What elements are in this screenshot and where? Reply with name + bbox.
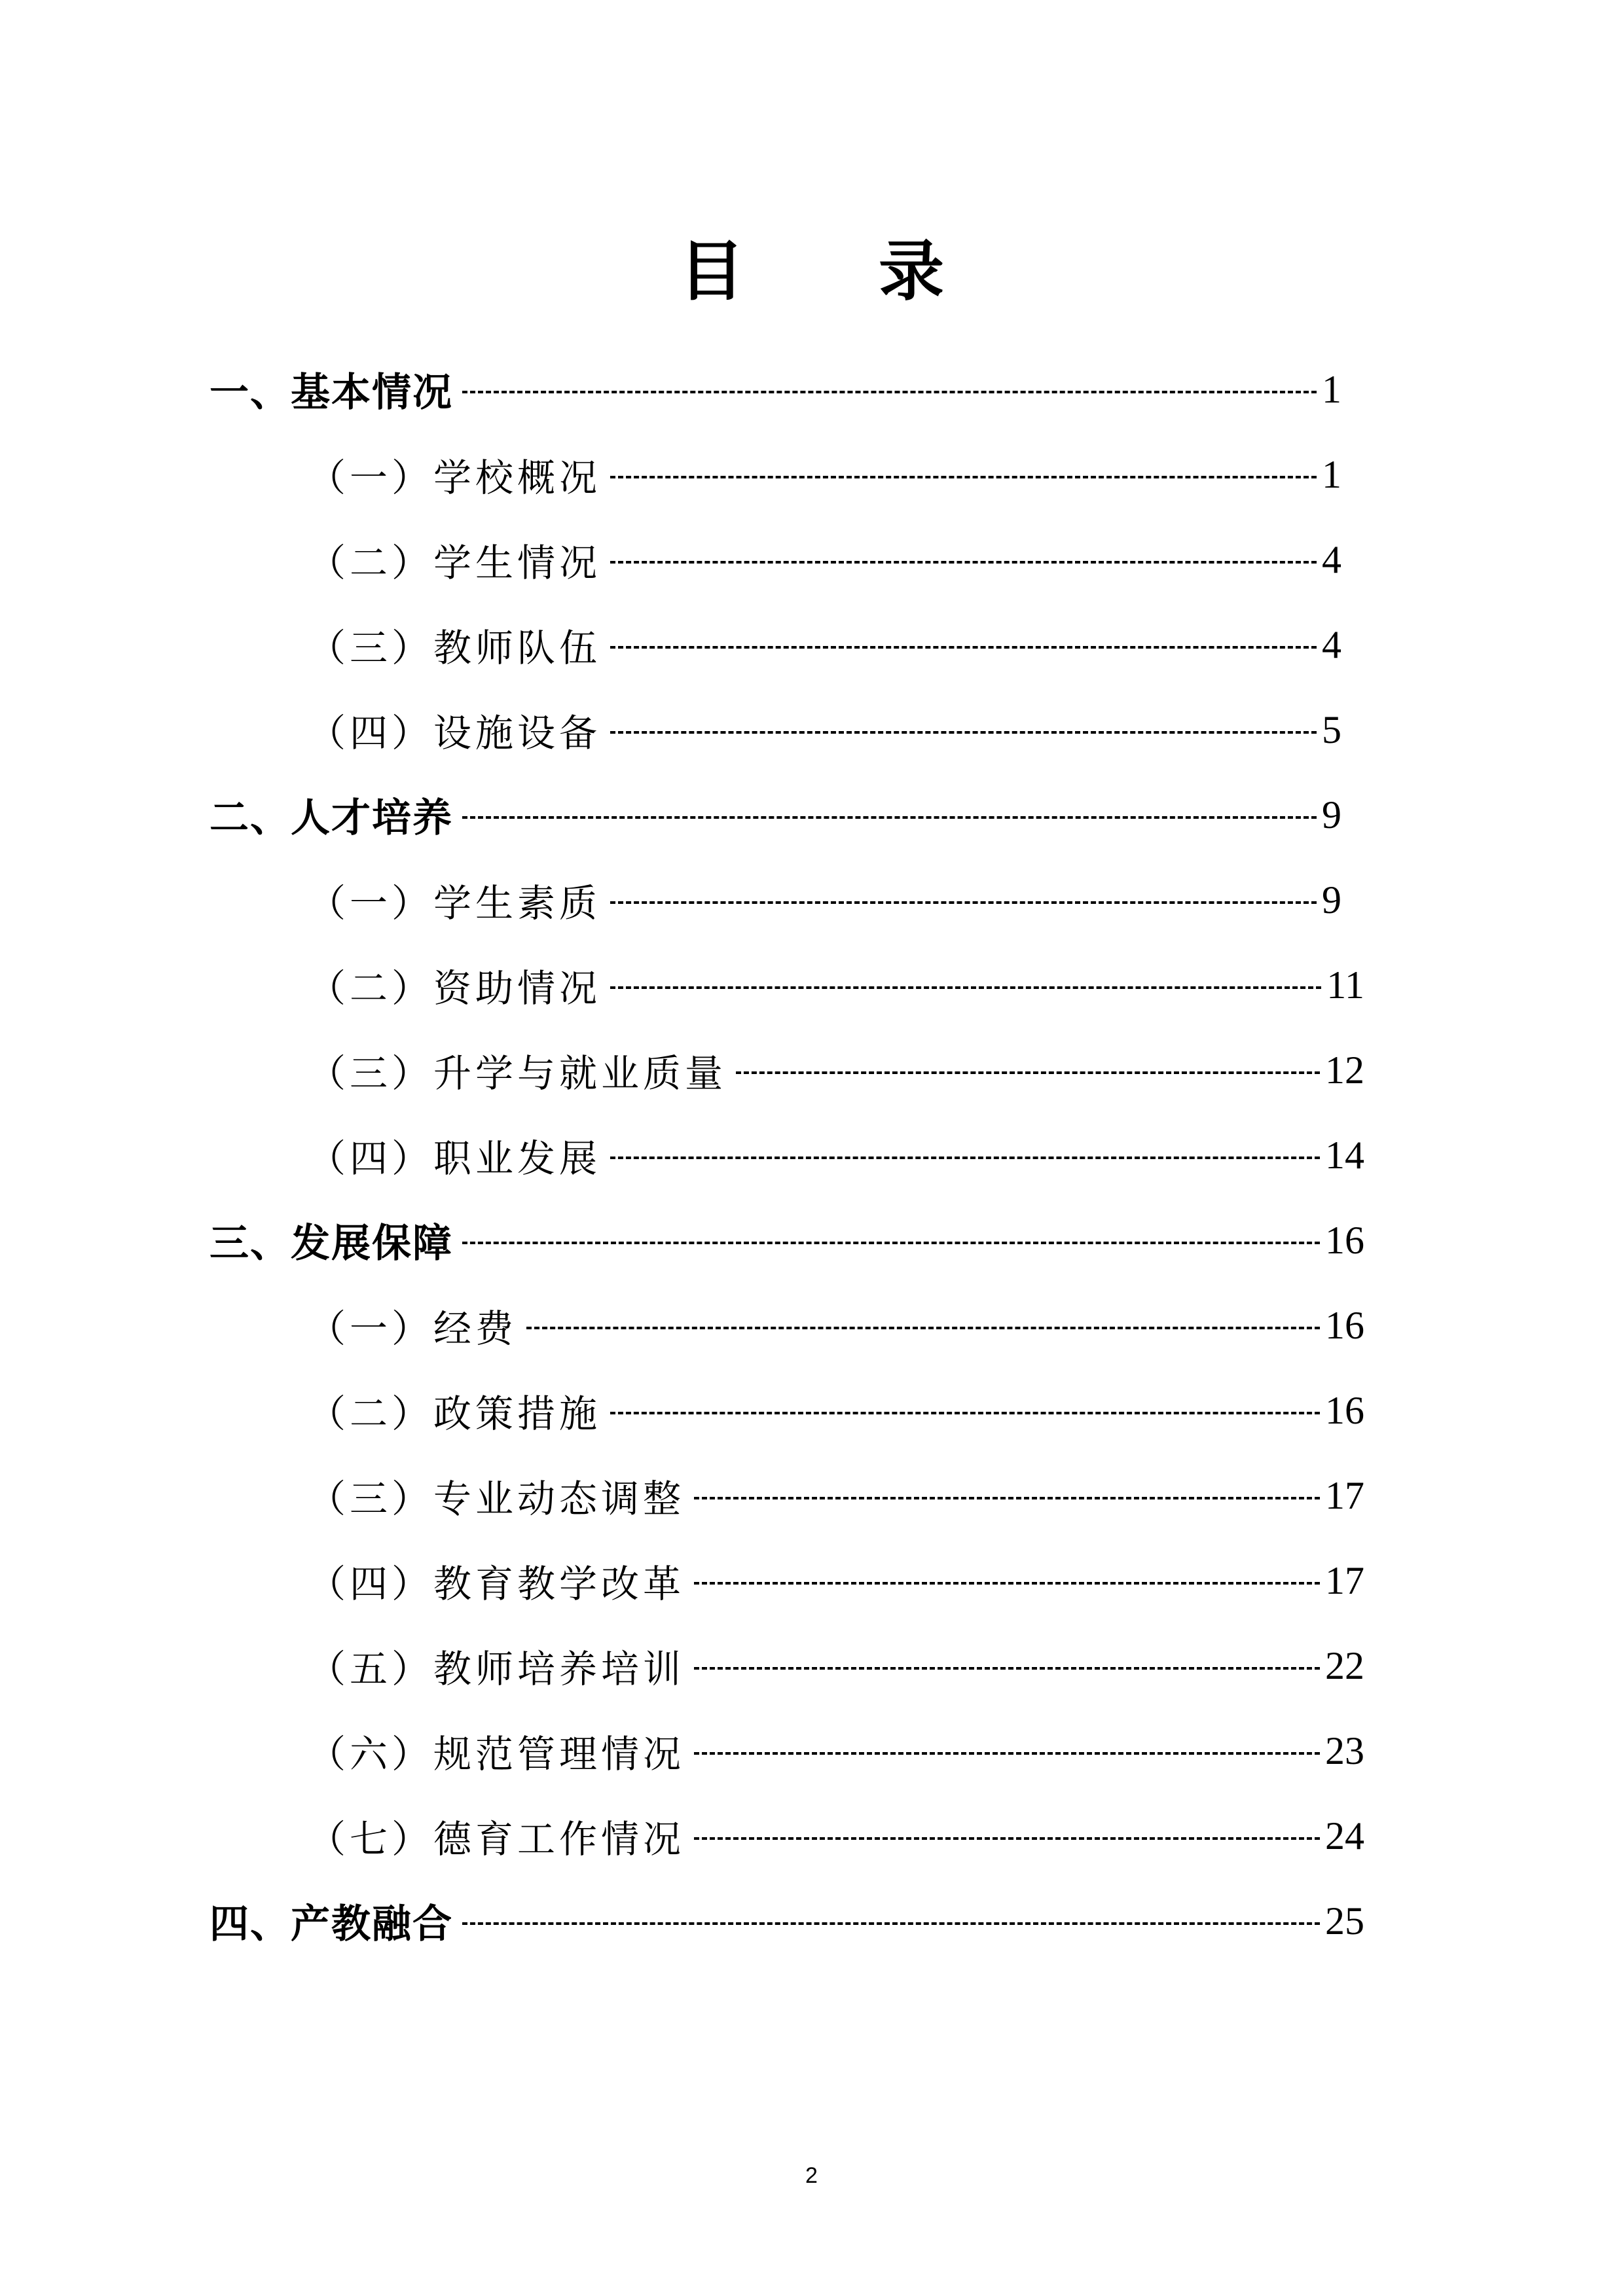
toc-leader bbox=[462, 816, 1317, 819]
toc-entry-label: （四）教育教学改革 bbox=[308, 1562, 685, 1606]
toc-entry-page: 23 bbox=[1325, 1729, 1364, 1772]
toc-entry-label: （三）教师队伍 bbox=[308, 626, 602, 670]
toc-entry[interactable] bbox=[308, 1122, 1364, 1188]
toc-leader bbox=[610, 1157, 1320, 1159]
toc-entry[interactable] bbox=[210, 1208, 1364, 1273]
toc-entry-page: 16 bbox=[1325, 1303, 1364, 1347]
toc-entry[interactable] bbox=[308, 612, 1341, 677]
toc-leader bbox=[610, 731, 1317, 734]
toc-entry[interactable] bbox=[308, 442, 1341, 507]
toc-entry[interactable] bbox=[308, 1633, 1364, 1698]
toc-entry-page: 14 bbox=[1325, 1133, 1364, 1177]
toc-entry-label: （二）学生情况 bbox=[308, 541, 602, 585]
toc-leader bbox=[610, 1412, 1320, 1414]
toc-entry-label: （五）教师培养培训 bbox=[308, 1647, 685, 1691]
toc-entry-label: 二、人才培养 bbox=[210, 795, 453, 841]
toc-entry-page: 16 bbox=[1325, 1388, 1364, 1432]
toc-leader bbox=[694, 1667, 1320, 1670]
toc-entry-page: 9 bbox=[1322, 878, 1341, 922]
toc-title-char-2: 录 bbox=[879, 233, 944, 310]
toc-entry-page: 17 bbox=[1325, 1473, 1364, 1517]
toc-entry-page: 11 bbox=[1326, 963, 1364, 1007]
toc-entry-page: 17 bbox=[1325, 1558, 1364, 1602]
toc-leader bbox=[462, 391, 1317, 393]
toc-entry-page: 4 bbox=[1322, 537, 1341, 581]
toc-leader bbox=[694, 1582, 1320, 1585]
toc-entry-label: （四）设施设备 bbox=[308, 711, 602, 755]
toc-leader bbox=[526, 1327, 1320, 1329]
toc-leader bbox=[736, 1071, 1320, 1074]
toc-entry-page: 16 bbox=[1325, 1218, 1364, 1262]
toc-leader bbox=[610, 476, 1317, 478]
toc-entry-page: 25 bbox=[1325, 1899, 1364, 1943]
toc-entry-page: 1 bbox=[1322, 367, 1341, 411]
toc-entry-label: （七）德育工作情况 bbox=[308, 1817, 685, 1861]
toc-entry[interactable] bbox=[308, 1718, 1364, 1784]
toc-leader bbox=[610, 986, 1321, 989]
toc-entry[interactable] bbox=[210, 1888, 1364, 1954]
toc-entry[interactable] bbox=[308, 952, 1364, 1018]
toc-entry-label: （一）学生素质 bbox=[308, 881, 602, 925]
toc-entry-label: （二）资助情况 bbox=[308, 966, 602, 1011]
toc-entry-label: （一）经费 bbox=[308, 1306, 518, 1351]
toc-entry[interactable] bbox=[210, 782, 1341, 848]
toc-entry-label: （六）规范管理情况 bbox=[308, 1732, 685, 1776]
toc-entry[interactable] bbox=[308, 1293, 1364, 1358]
toc-entry-label: （二）政策措施 bbox=[308, 1391, 602, 1436]
toc-leader bbox=[610, 561, 1317, 564]
toc-entry-page: 1 bbox=[1322, 452, 1341, 496]
toc-entry[interactable] bbox=[308, 1378, 1364, 1443]
toc-title-char-1: 目 bbox=[679, 233, 744, 310]
toc-leader bbox=[694, 1752, 1320, 1755]
toc-leader bbox=[610, 646, 1317, 649]
toc-entry[interactable] bbox=[308, 867, 1341, 933]
toc-leader bbox=[610, 901, 1317, 904]
toc-entry-label: （三）专业动态调整 bbox=[308, 1477, 685, 1521]
toc-leader bbox=[694, 1837, 1320, 1840]
toc-entry-label: （四）职业发展 bbox=[308, 1136, 602, 1181]
toc-entry[interactable] bbox=[308, 1548, 1364, 1613]
toc-entry-page: 24 bbox=[1325, 1814, 1364, 1857]
toc-entry-page: 9 bbox=[1322, 793, 1341, 836]
toc-entry-label: 三、发展保障 bbox=[210, 1221, 453, 1266]
toc-leader bbox=[462, 1922, 1320, 1925]
toc-entry[interactable] bbox=[308, 527, 1341, 592]
toc-entry-page: 4 bbox=[1322, 622, 1341, 666]
toc-entry-page: 22 bbox=[1325, 1643, 1364, 1687]
toc-entry-label: （三）升学与就业质量 bbox=[308, 1051, 727, 1096]
toc-entry[interactable] bbox=[308, 1463, 1364, 1528]
toc-entry-page: 5 bbox=[1322, 708, 1341, 751]
toc-entry[interactable] bbox=[210, 357, 1341, 422]
toc-entry[interactable] bbox=[308, 1803, 1364, 1869]
page-number: 2 bbox=[805, 2163, 818, 2188]
toc-entry[interactable] bbox=[308, 1037, 1364, 1103]
toc-entry-label: （一）学校概况 bbox=[308, 456, 602, 500]
toc-entry-label: 一、基本情况 bbox=[210, 370, 453, 416]
toc-entry-label: 四、产教融合 bbox=[210, 1901, 453, 1947]
toc-leader bbox=[462, 1242, 1320, 1244]
toc-entry[interactable] bbox=[308, 697, 1341, 762]
toc-entry-page: 12 bbox=[1325, 1048, 1364, 1092]
toc-leader bbox=[694, 1497, 1320, 1499]
